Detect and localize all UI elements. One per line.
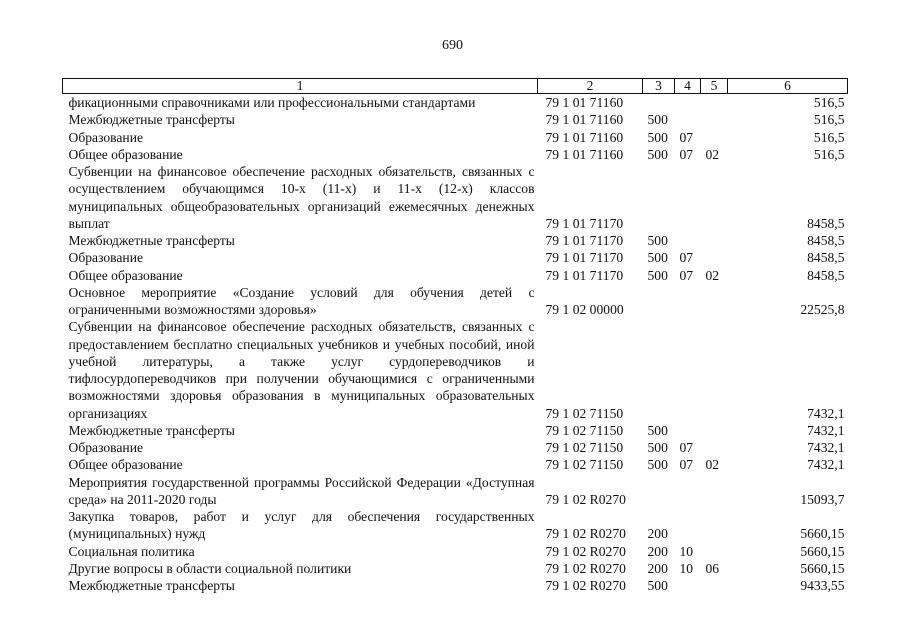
table-row [63, 284, 848, 319]
row-target-article: 79 1 02 R0270 [545, 560, 626, 576]
table-row [63, 422, 848, 439]
table-row [63, 508, 848, 543]
row-subsection [701, 284, 728, 319]
row-subsection: 02 [705, 146, 720, 162]
row-amount: 516,5 [813, 146, 845, 162]
row-target-article: 79 1 02 71150 [545, 405, 624, 421]
row-name: Образование [68, 250, 144, 266]
row-target-article: 79 1 02 R0270 [545, 526, 626, 542]
row-name: Мероприятия государственной программы Российской Федерации «Доступная среда» на 2011-2020 годы [68, 474, 535, 507]
row-expense-type [643, 94, 675, 112]
table-row [63, 232, 848, 249]
row-amount: 22525,8 [800, 302, 845, 317]
row-target-article: 79 1 01 71160 [545, 129, 624, 145]
row-subsection [701, 249, 728, 266]
row-expense-type: 500 [647, 233, 668, 248]
row-expense-type: 200 [647, 543, 668, 559]
row-section [675, 474, 701, 509]
column-header-3: 3 [643, 79, 675, 94]
row-amount: 5660,15 [800, 543, 845, 559]
row-subsection [701, 232, 728, 249]
row-section [675, 94, 701, 112]
row-target-article: 79 1 02 71150 [545, 422, 624, 438]
row-expense-type: 200 [647, 560, 668, 576]
table-row [63, 163, 848, 232]
row-section: 07 [679, 250, 694, 266]
row-subsection [701, 439, 728, 456]
row-section [675, 422, 701, 439]
row-section: 10 [679, 560, 694, 576]
row-section [675, 508, 701, 543]
table-row [63, 111, 848, 128]
row-subsection [701, 111, 728, 128]
row-name: Другие вопросы в области социальной политики [68, 560, 352, 576]
row-expense-type: 500 [647, 250, 668, 266]
table-row [63, 94, 848, 112]
row-amount: 516,5 [813, 95, 845, 110]
row-expense-type [643, 284, 675, 319]
row-name: Общее образование [68, 146, 183, 162]
row-expense-type: 500 [647, 129, 668, 145]
table-row [63, 560, 848, 577]
row-subsection [701, 543, 728, 560]
row-subsection [701, 577, 728, 594]
row-amount: 8458,5 [807, 233, 845, 248]
row-expense-type [643, 163, 675, 232]
table-row [63, 249, 848, 266]
row-target-article: 79 1 01 71170 [545, 250, 624, 266]
row-amount: 8458,5 [807, 215, 845, 231]
row-target-article: 79 1 02 71150 [545, 457, 624, 473]
row-expense-type: 500 [647, 578, 668, 593]
row-name: Образование [68, 129, 144, 145]
row-subsection: 02 [705, 267, 720, 283]
table-row [63, 439, 848, 456]
budget-table [62, 78, 848, 594]
table-row [63, 543, 848, 560]
row-name: Межбюджетные трансферты [68, 233, 235, 248]
row-amount: 516,5 [813, 112, 845, 128]
row-amount: 5660,15 [800, 560, 845, 576]
table-row [63, 456, 848, 473]
row-subsection [701, 163, 728, 232]
row-target-article: 79 1 02 R0270 [545, 543, 626, 559]
row-target-article: 79 1 01 71160 [545, 95, 624, 110]
column-header-1: 1 [63, 79, 538, 94]
row-amount: 7432,1 [807, 405, 845, 421]
row-expense-type: 200 [647, 526, 668, 542]
row-subsection: 06 [705, 560, 720, 576]
row-amount: 8458,5 [807, 250, 845, 266]
row-name: Субвенции на финансовое обеспечение расходных обязательств, связанных с осуществлением обучающимся 10-х (11-х) и 11-х (12-х) классов муниципальных общеобразовательных организаций ежемесячных денежных выплат [68, 164, 535, 231]
table-row [63, 267, 848, 284]
row-section: 07 [679, 457, 694, 473]
row-subsection: 02 [705, 457, 720, 473]
row-section [675, 284, 701, 319]
row-amount: 15093,7 [800, 491, 845, 507]
row-subsection [701, 474, 728, 509]
row-name: Межбюджетные трансферты [68, 422, 235, 438]
row-name: фикационными справочниками или профессиональными стандартами [68, 95, 476, 110]
row-section: 07 [679, 267, 694, 283]
row-target-article: 79 1 02 R0270 [545, 578, 626, 593]
table-row [63, 129, 848, 146]
row-expense-type: 500 [647, 112, 668, 128]
row-section: 07 [679, 146, 694, 162]
row-expense-type [643, 318, 675, 422]
row-target-article: 79 1 01 71170 [545, 267, 624, 283]
row-subsection [701, 508, 728, 543]
table-row [63, 474, 848, 509]
row-expense-type: 500 [647, 440, 668, 455]
row-name: Образование [68, 440, 144, 455]
row-subsection [701, 422, 728, 439]
row-amount: 7432,1 [807, 457, 845, 473]
row-amount: 8458,5 [807, 267, 845, 283]
row-expense-type: 500 [647, 422, 668, 438]
row-target-article: 79 1 01 71170 [545, 215, 624, 231]
row-section [675, 318, 701, 422]
row-target-article: 79 1 01 71160 [545, 112, 624, 128]
table-row [63, 577, 848, 594]
row-amount: 7432,1 [807, 440, 845, 455]
row-name: Основное мероприятие «Создание условий для обучения детей с ограниченными возможностями здоровья» [68, 284, 535, 317]
table-row [63, 146, 848, 163]
row-section [675, 577, 701, 594]
row-name: Социальная политика [68, 543, 195, 559]
row-amount: 7432,1 [807, 422, 845, 438]
column-header-5: 5 [701, 79, 728, 94]
row-expense-type [643, 474, 675, 509]
row-amount: 5660,15 [800, 526, 845, 542]
row-amount: 9433,55 [800, 578, 845, 593]
column-header-2: 2 [538, 79, 643, 94]
column-header-6: 6 [728, 79, 848, 94]
page-number: 690 [442, 38, 463, 53]
row-expense-type: 500 [647, 267, 668, 283]
row-amount: 516,5 [813, 129, 845, 145]
row-section: 10 [679, 543, 694, 559]
table-body [63, 94, 848, 595]
row-name: Общее образование [68, 457, 183, 473]
row-subsection [701, 94, 728, 112]
row-expense-type: 500 [647, 457, 668, 473]
row-name: Общее образование [68, 267, 183, 283]
header-row [63, 79, 848, 94]
column-header-4: 4 [675, 79, 701, 94]
row-name: Закупка товаров, работ и услуг для обеспечения государственных (муниципальных) нужд [68, 509, 535, 542]
row-target-article: 79 1 01 71170 [545, 233, 624, 248]
row-subsection [701, 129, 728, 146]
row-target-article: 79 1 01 71160 [545, 146, 624, 162]
row-section: 07 [679, 440, 694, 455]
row-section [675, 232, 701, 249]
row-expense-type: 500 [647, 146, 668, 162]
table-header [63, 79, 848, 94]
row-name: Межбюджетные трансферты [68, 578, 235, 593]
row-subsection [701, 318, 728, 422]
table-row [63, 318, 848, 422]
row-section: 07 [679, 129, 694, 145]
row-target-article: 79 1 02 71150 [545, 440, 624, 455]
row-section [675, 163, 701, 232]
row-target-article: 79 1 02 00000 [545, 302, 624, 317]
row-name: Межбюджетные трансферты [68, 112, 235, 128]
row-name: Субвенции на финансовое обеспечение расходных обязательств, связанных с предоставлением бесплатно специальных учебников и учебных пособий, иной учебной литературы, а также услуг сурдопереводчиков и тифлосурдопереводчиков при получении обучающимися с ограниченными возможностями здоровья образования в муниципальных образовательных организациях [68, 319, 535, 421]
row-section [675, 111, 701, 128]
row-target-article: 79 1 02 R0270 [545, 491, 626, 507]
